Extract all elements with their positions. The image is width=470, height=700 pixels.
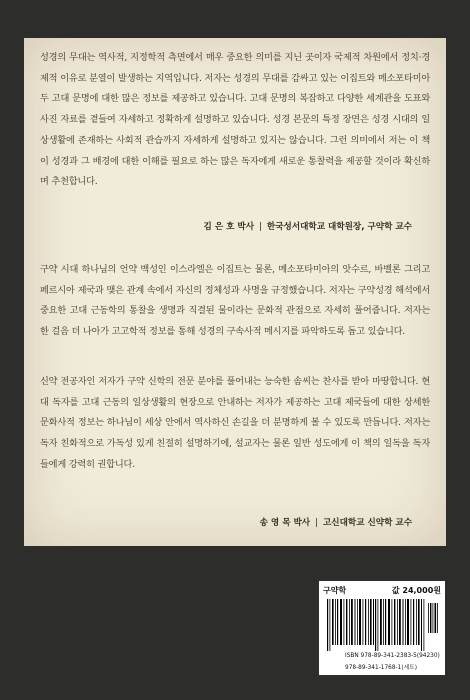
separator: | (315, 518, 318, 528)
separator: | (259, 222, 262, 232)
blurb-1-text: 성경의 무대는 역사적, 지정학적 측면에서 매우 중요한 의미를 지닌 곳이자 국제적 차원에서 정치·경제적 이유로 분열이 발생하는 지역입니다. 저자는 성경의 무대를 감싸고 있는 이집트와 메소포타미아 두 고대 문명에 대한 많은 정보를 제공하고 있습니다. 고대 문명의 복잡하고 다양한 세계관을 도표와 사진 자료를 곁들여 자세하고 정확하게 설명하고 있습니다. 성경 본문의 특정 장면은 성경 시대의 일상생활에 존재하는 사회적 관습까지 자세하게 설명하고 있지는 않습니다. 그런 의미에서 저는 이 책이 성경과 그 배경에 대한 이해를 필요로 하는 많은 독자에게 새로운 통찰력을 제공할 것이라 확신하며 추천합니다. (40, 52, 430, 188)
blurb-2-name: 송 영 목 박사 (259, 518, 311, 528)
price-label: 값 24,000원 (391, 586, 441, 595)
blurb-2-text-b: 신약 전공자인 저자가 구약 신학의 전문 분야를 풀어내는 능숙한 솜씨는 찬사를 받아 마땅합니다. 현대 독자를 고대 근동의 일상생활의 현장으로 안내하는 저자가 제공하는 고대 제국들에 대한 상세한 문화사적 정보는 하나님이 세상 안에서 역사하신 손길을 더 분명하게 볼 수 있도록 만듭니다. 저자는 독자 친화적으로 가독성 있게 친절히 설명하기에, 설교자는 물론 일반 성도에게 이 책의 일독을 독자들에게 강력히 권합니다. (40, 376, 430, 470)
blurb-1-signature (204, 220, 412, 232)
blurb-2-text-a: 구약 시대 하나님의 언약 백성인 이스라엘은 이집트는 물론, 메소포타미아의 앗수르, 바벨론 그리고 페르시아 제국과 맺은 관계 속에서 자신의 정체성과 사명을 규정했습니다. 저자는 구약성경 해석에서 중요한 고대 근동학의 통찰을 생명과 직결된 물이라는 문화적 관점으로 자세히 풀어줍니다. 저자는 한 걸음 더 나아가 고고학적 정보를 통해 성경의 구속사적 메시지를 파악하도록 돕고 있습니다. (40, 264, 430, 338)
blurb-2-signature (260, 516, 412, 528)
blurb-1-affiliation: 한국성서대학교 대학원장, 구약학 교수 (266, 222, 412, 232)
isbn-set: 978-89-341-1768-1(세트) (345, 665, 418, 671)
blurb-2-affiliation: 고신대학교 신약학 교수 (323, 518, 412, 528)
isbn-main: ISBN 978-89-341-2383-5(94230) (345, 653, 440, 659)
blurb-1-name: 김 은 호 박사 (203, 222, 255, 232)
category-label: 구약학 (323, 586, 347, 595)
barcode-icon (325, 599, 439, 651)
barcode-box (319, 581, 445, 675)
blurb-panel (24, 38, 446, 546)
